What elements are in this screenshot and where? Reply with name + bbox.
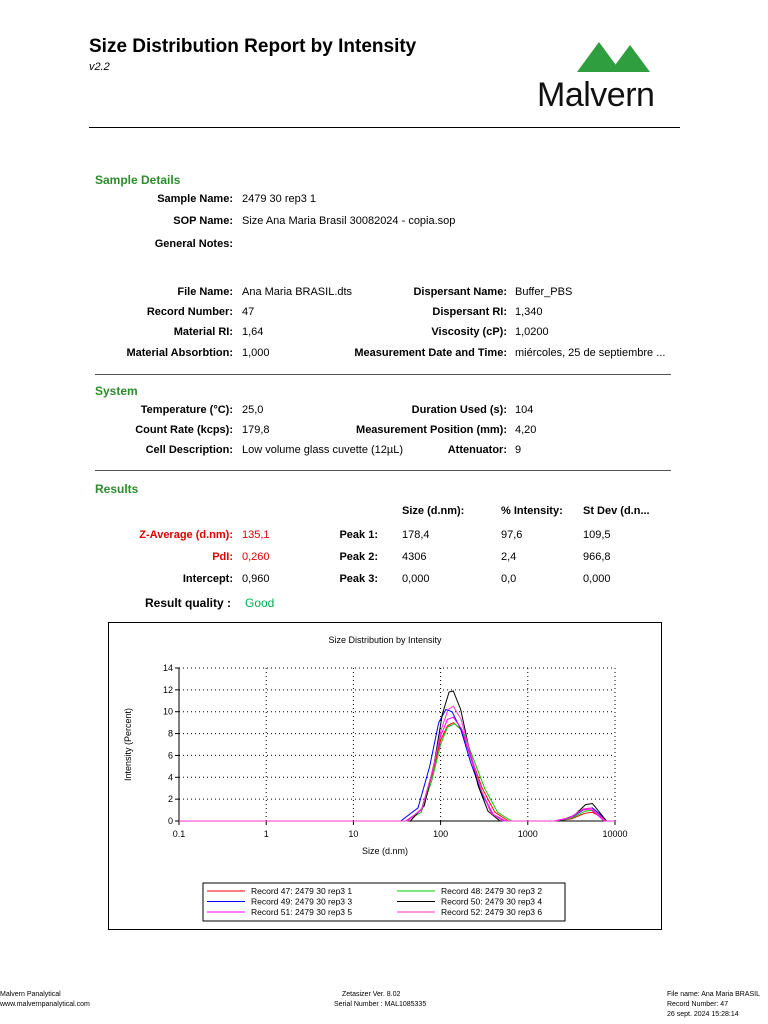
cell-description-label: Cell Description: — [145, 444, 233, 456]
col-intensity-header: % Intensity: — [501, 505, 563, 517]
x-tick-label: 10000 — [602, 829, 628, 839]
sample-name-label: Sample Name: — [157, 193, 233, 205]
legend-label: Record 48: 2479 30 rep3 2 — [441, 886, 543, 896]
sample-name-value: 2479 30 rep3 1 — [242, 193, 317, 205]
results-heading: Results — [95, 482, 139, 496]
series-line-2 — [179, 724, 615, 821]
attenuator-label: Attenuator: — [447, 444, 507, 456]
peak-2-stdev: 966,8 — [583, 551, 611, 563]
temperature-value: 25,0 — [242, 404, 264, 416]
legend-label: Record 52: 2479 30 rep3 6 — [441, 907, 543, 917]
peak-3-size: 0,000 — [402, 573, 430, 585]
dispersant-name-value: Buffer_PBS — [515, 286, 573, 298]
peak-1-stdev: 109,5 — [583, 529, 611, 541]
y-tick-label: 14 — [162, 663, 173, 673]
measurement-position-label: Measurement Position (mm): — [356, 424, 507, 436]
header-divider — [89, 127, 680, 128]
x-tick-label: 100 — [433, 829, 449, 839]
malvern-logo-text: Malvern — [537, 76, 655, 114]
footer-software: Zetasizer Ver. 8.02 — [342, 991, 401, 998]
series-line-5 — [179, 717, 615, 821]
dispersant-name-label: Dispersant Name: — [413, 286, 507, 298]
y-tick-label: 2 — [167, 794, 173, 805]
footer-file-name: File name: Ana Maria BRASIL — [667, 991, 760, 998]
pdi-label: PdI: — [212, 551, 233, 563]
sample-details-heading: Sample Details — [95, 173, 181, 187]
pdi-value: 0,260 — [242, 551, 270, 563]
count-rate-value: 179,8 — [242, 424, 270, 436]
duration-label: Duration Used (s): — [411, 404, 507, 416]
attenuator-value: 9 — [515, 444, 522, 456]
material-absorbtion-value: 1,000 — [242, 347, 270, 359]
record-number-value: 47 — [242, 306, 255, 318]
legend-label: Record 51: 2479 30 rep3 5 — [251, 907, 353, 917]
peak-1-intensity: 97,6 — [501, 529, 523, 541]
measurement-date-value: miércoles, 25 de septiembre ... — [515, 347, 666, 359]
measurement-position-value: 4,20 — [515, 424, 537, 436]
count-rate-label: Count Rate (kcps): — [135, 424, 233, 436]
intercept-label: Intercept: — [182, 573, 233, 585]
dispersant-ri-label: Dispersant RI: — [432, 306, 507, 318]
duration-value: 104 — [515, 404, 534, 416]
peak-3-label: Peak 3: — [339, 573, 378, 585]
footer-record-number: Record Number: 47 — [667, 1001, 729, 1008]
system-divider — [95, 470, 671, 471]
y-tick-label: 6 — [167, 750, 173, 761]
footer-website: www.malvernpanalytical.com — [0, 1001, 90, 1008]
y-tick-label: 4 — [167, 772, 173, 783]
file-name-value: Ana Maria BRASIL.dts — [242, 286, 353, 298]
result-quality-value: Good — [245, 596, 275, 610]
peak-1-label: Peak 1: — [339, 529, 378, 541]
footer-serial: Serial Number : MAL1085335 — [334, 1001, 427, 1008]
footer-company: Malvern Panalytical — [0, 991, 61, 998]
y-tick-label: 8 — [167, 728, 173, 739]
material-ri-label: Material RI: — [173, 326, 233, 338]
peak-2-size: 4306 — [402, 551, 427, 563]
peak-3-intensity: 0,0 — [501, 573, 517, 585]
material-ri-value: 1,64 — [242, 326, 264, 338]
file-name-label: File Name: — [177, 286, 233, 298]
legend-label: Record 50: 2479 30 rep3 4 — [441, 896, 543, 907]
general-notes-label: General Notes: — [154, 238, 233, 250]
record-number-label: Record Number: — [146, 306, 233, 318]
peak-3-stdev: 0,000 — [583, 573, 611, 585]
sample-details-divider — [95, 374, 671, 375]
material-absorbtion-label: Material Absorbtion: — [126, 347, 233, 359]
col-stdev-header: St Dev (d.n... — [583, 505, 650, 517]
report-title: Size Distribution Report by Intensity — [89, 36, 417, 57]
x-tick-label: 0.1 — [172, 829, 186, 839]
sop-name-label: SOP Name: — [173, 215, 233, 227]
intercept-value: 0,960 — [242, 573, 270, 585]
dispersant-ri-value: 1,340 — [515, 306, 543, 318]
measurement-date-label: Measurement Date and Time: — [354, 347, 507, 359]
y-tick-label: 12 — [162, 684, 173, 695]
series-line-6 — [179, 706, 615, 821]
temperature-label: Temperature (°C): — [140, 404, 233, 416]
peak-1-size: 178,4 — [402, 529, 430, 541]
viscosity-value: 1,0200 — [515, 326, 549, 338]
series-line-4 — [179, 691, 615, 821]
report-version: v2.2 — [89, 61, 110, 73]
series-line-1 — [179, 723, 615, 821]
y-axis-label: Intensity (Percent) — [123, 707, 133, 782]
x-tick-label: 10 — [348, 829, 359, 839]
series-line-3 — [179, 710, 615, 822]
legend-label: Record 47: 2479 30 rep3 1 — [251, 886, 353, 896]
legend-label: Record 49: 2479 30 rep3 3 — [251, 896, 353, 907]
size-distribution-chart — [109, 623, 661, 929]
result-quality-label: Result quality : — [144, 596, 231, 610]
peak-2-label: Peak 2: — [339, 551, 378, 563]
y-tick-label: 10 — [162, 706, 173, 717]
y-tick-label: 0 — [167, 816, 173, 826]
footer-date: 26 sept. 2024 15:28:14 — [667, 1011, 739, 1018]
system-heading: System — [95, 384, 138, 398]
col-size-header: Size (d.nm): — [402, 505, 465, 517]
chart-frame — [108, 622, 662, 930]
z-average-value: 135,1 — [242, 529, 270, 541]
x-tick-label: 1 — [263, 829, 269, 839]
viscosity-label: Viscosity (cP): — [431, 326, 507, 338]
cell-description-value: Low volume glass cuvette (12µL) — [242, 444, 404, 456]
chart-title: Size Distribution by Intensity — [328, 635, 442, 645]
x-tick-label: 1000 — [517, 829, 538, 839]
malvern-logo — [535, 40, 677, 115]
z-average-label: Z-Average (d.nm): — [139, 529, 233, 541]
sop-name-value: Size Ana Maria Brasil 30082024 - copia.sop — [242, 215, 456, 227]
peak-2-intensity: 2,4 — [501, 551, 517, 563]
x-axis-label: Size (d.nm) — [361, 846, 409, 856]
